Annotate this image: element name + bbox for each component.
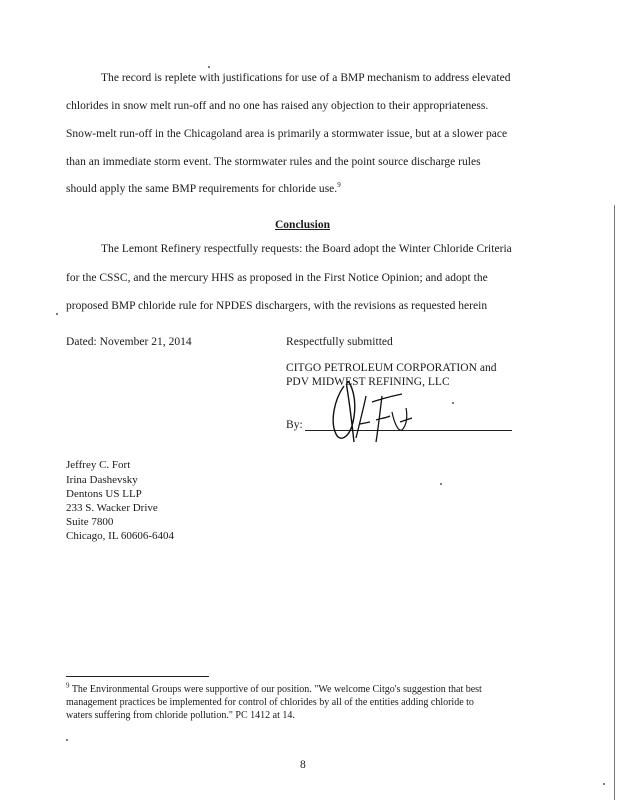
handwritten-signature	[326, 378, 416, 448]
conclusion-line-2: for the CSSC, and the mercury HHS as proposed in the First Notice Opinion; and adopt the	[66, 272, 488, 284]
scan-speck	[66, 739, 68, 741]
footnote-line-3: waters suffering from chloride pollution." PC 1412 at 14.	[66, 710, 295, 721]
body-line-1: The record is replete with justifications for use of a BMP mechanism to address elevated	[101, 72, 511, 84]
scan-speck	[603, 783, 605, 785]
body-line-5	[66, 183, 341, 195]
body-line-2: chlorides in snow melt run-off and no one has raised any objection to their appropriateness.	[66, 100, 489, 112]
footnote-number: 9	[66, 681, 70, 690]
counsel-suite: Suite 7800	[66, 516, 114, 528]
body-line-5-text: should apply the same BMP requirements for chloride use.	[66, 183, 338, 195]
respectfully-submitted: Respectfully submitted	[286, 336, 393, 348]
counsel-city: Chicago, IL 60606-6404	[66, 530, 175, 542]
body-line-4: than an immediate storm event. The stormwater rules and the point source discharge rules	[66, 156, 481, 168]
conclusion-heading: Conclusion	[275, 219, 330, 231]
counsel-street: 233 S. Wacker Drive	[66, 502, 158, 514]
scan-edge-line	[614, 205, 615, 800]
dated-line: Dated: November 21, 2014	[66, 336, 192, 348]
body-line-3: Snow-melt run-off in the Chicagoland area is primarily a stormwater issue, but at a slower pace	[66, 128, 508, 140]
footnote-line-2: management practices be implemented for control of chlorides by all of the entities adding chloride to	[66, 697, 474, 708]
scan-speck	[440, 483, 442, 485]
scan-speck	[452, 402, 454, 404]
conclusion-line-1: The Lemont Refinery respectfully requests: the Board adopt the Winter Chloride Criteria	[101, 243, 512, 255]
scan-speck	[208, 66, 210, 68]
by-label: By:	[286, 419, 303, 431]
scan-speck	[56, 313, 58, 315]
conclusion-line-3: proposed BMP chloride rule for NPDES dischargers, with the revisions as requested herein	[66, 300, 488, 312]
counsel-firm: Dentons US LLP	[66, 488, 142, 500]
counsel-name: Jeffrey C. Fort	[66, 459, 131, 471]
counsel-name-2: Irina Dashevsky	[66, 474, 138, 486]
footnote-line-1	[66, 681, 482, 695]
footnote-separator	[66, 676, 209, 677]
page-number: 8	[300, 759, 306, 771]
company-line-1: CITGO PETROLEUM CORPORATION and	[286, 362, 497, 374]
company-line-2: PDV MIDWEST REFINING, LLC	[286, 376, 450, 388]
footnote-ref: 9	[337, 181, 341, 190]
footnote-text-1: The Environmental Groups were supportive of our position. "We welcome Citgo's suggestion that best	[71, 684, 482, 695]
